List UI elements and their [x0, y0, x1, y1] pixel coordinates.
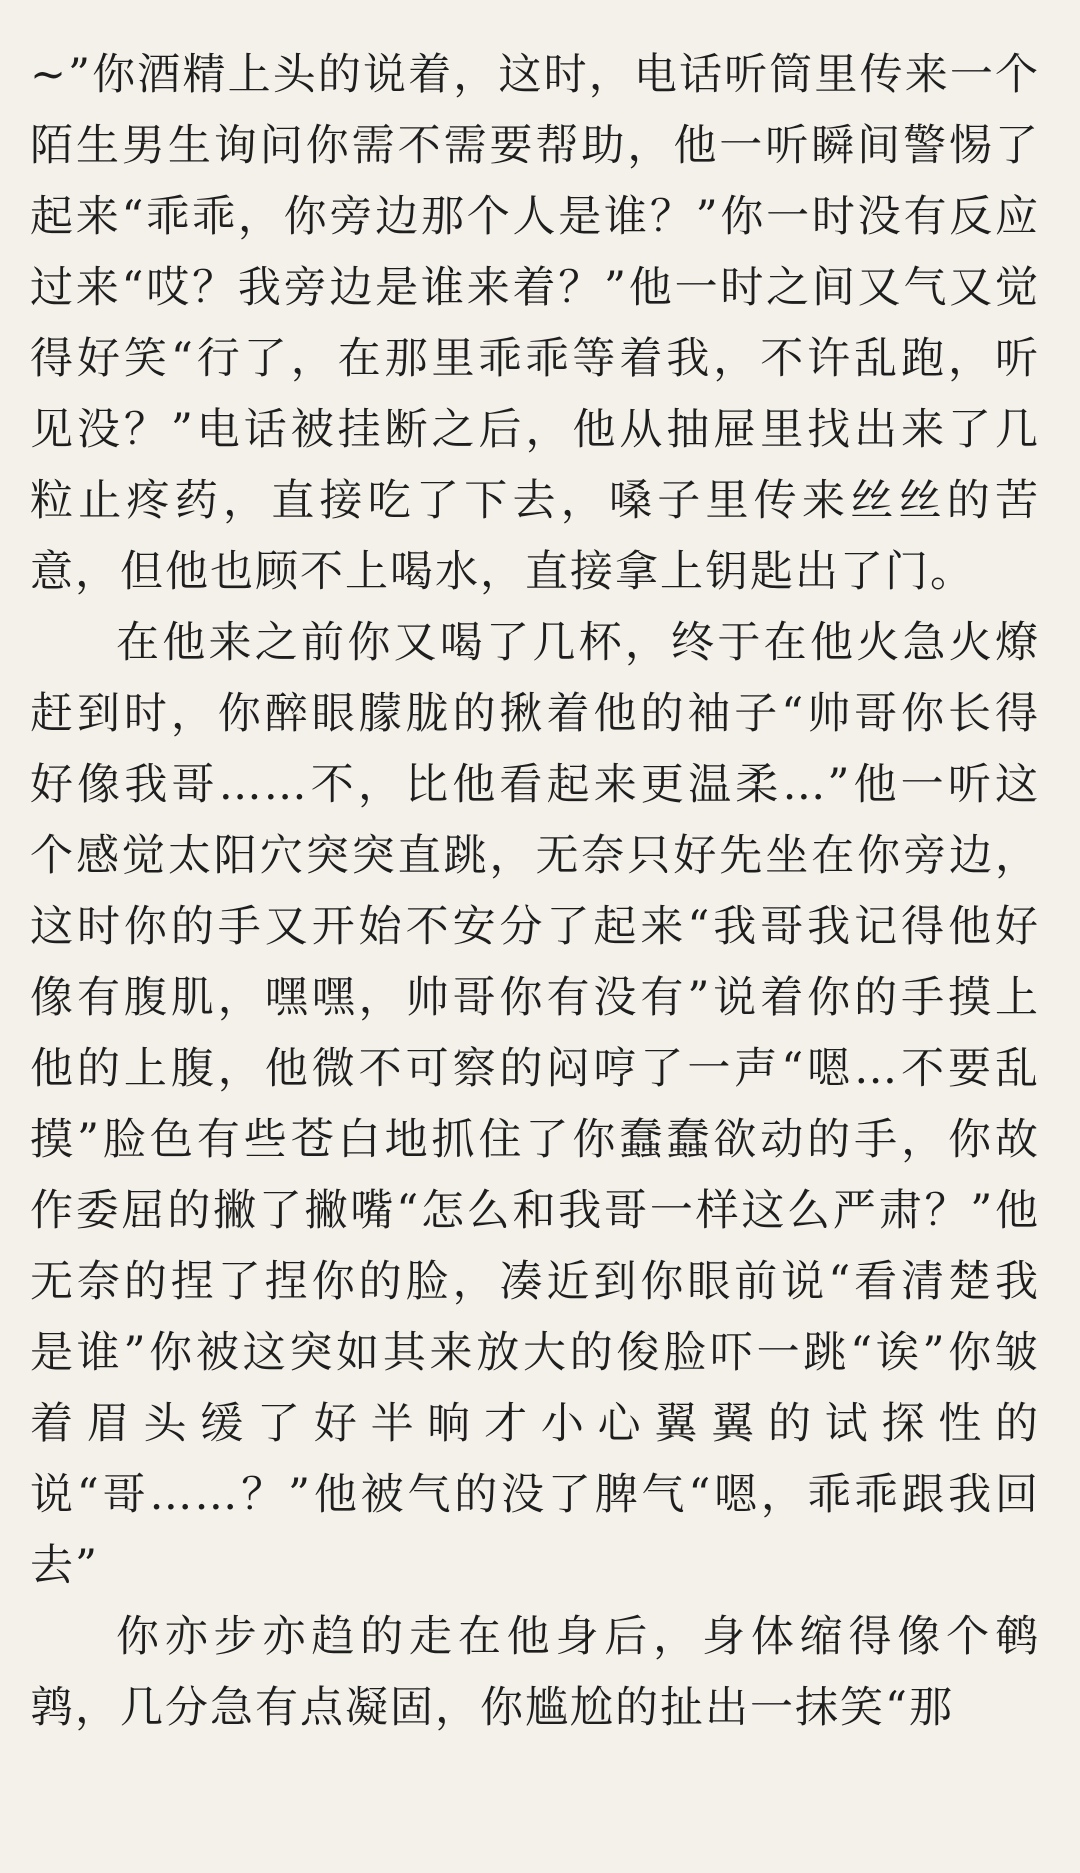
paragraph-2: 在他来之前你又喝了几杯，终于在他火急火燎赶到时，你醉眼朦胧的揪着他的袖子“帅哥你长得好像我哥……不，比他看起来更温柔…”他一听这个感觉太阳穴突突直跳，无奈只好先坐在你旁边，这时你的手又开始不安分了起来“我哥我记得他好像有腹肌，嘿嘿，帅哥你有没有”说着你的手摸上他的上腹，他微不可察的闷哼了一声“嗯…不要乱摸”脸色有些苍白地抓住了你蠢蠢欲动的手，你故作委屈的撇了撇嘴“怎么和我哥一样这么严肃？”他无奈的捏了捏你的脸，凑近到你眼前说“看清楚我是谁”你被这突如其来放大的俊脸吓一跳“诶”你皱着眉头缓了好半晌才小心翼翼的试探性的说“哥……？”他被气的没了脾气“嗯，乖乖跟我回去” — [30, 618, 1040, 1591]
bottom-margin — [0, 1780, 1080, 1873]
paragraph-1: ~”你酒精上头的说着，这时，电话听筒里传来一个陌生男生询问你需不需要帮助，他一听瞬间警惕了起来“乖乖，你旁边那个人是谁？”你一时没有反应过来“哎？我旁边是谁来着？”他一时之间又气又觉得好笑“行了，在那里乖乖等着我，不许乱跑，听见没？”电话被挂断之后，他从抽屉里找出来了几粒止疼药，直接吃了下去，嗓子里传来丝丝的苦意，但他也顾不上喝水，直接拿上钥匙出了门。 — [30, 50, 1040, 597]
paragraph-3: 你亦步亦趋的走在他身后，身体缩得像个鹌鹑，几分急有点凝固，你尴尬的扯出一抹笑“那 — [30, 1612, 1040, 1733]
chapter-text — [30, 40, 1040, 1780]
